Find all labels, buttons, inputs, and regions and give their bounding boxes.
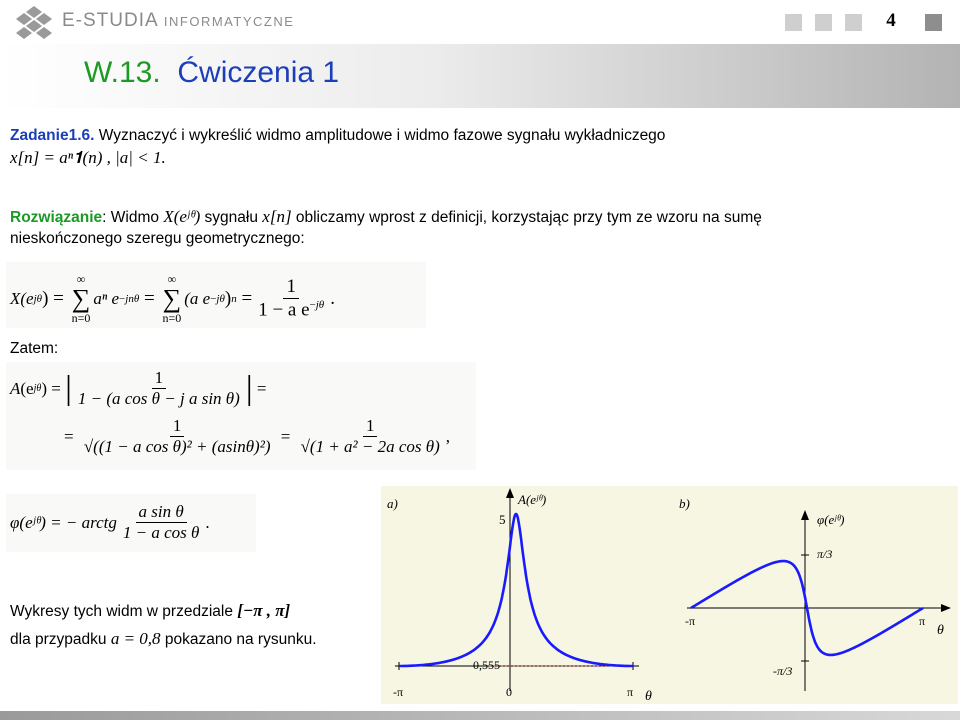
eq2-den1: 1 − (a cos θ − j a sin θ) <box>77 389 240 408</box>
equation-3: φ(eʲᶿ) = − arctg $\frac{\text{a sin θ}}{\text{1 − a cos θ}}$ . <box>6 494 256 552</box>
eq2-num2: 1 <box>170 416 185 437</box>
eq1-num: 1 <box>283 276 299 299</box>
solution-text <box>10 206 950 249</box>
eq1-sum1-bot: n=0 <box>71 311 91 325</box>
eq2-num3: 1 <box>363 416 378 437</box>
solution-t2: sygnału <box>200 209 263 226</box>
a-y-tick-0555: 0,555 <box>473 658 500 672</box>
eq1-sum2-bot: n=0 <box>162 311 182 325</box>
eq3-num: a sin θ <box>136 502 187 523</box>
nav-square-1[interactable] <box>785 14 802 31</box>
b-x-tick-neg: -π <box>685 614 696 628</box>
plots-line1: Wykresy tych widm w przedziale <box>10 603 238 620</box>
title-main: Ćwiczenia 1 <box>177 56 340 89</box>
a-x-tick-neg: -π <box>393 685 404 699</box>
solution-t1: : Widmo <box>102 209 164 226</box>
slide-title <box>84 56 339 90</box>
brand-main: E-STUDIA <box>62 10 158 31</box>
plots-interval: [−π , π] <box>237 601 291 620</box>
brand-name <box>62 10 294 32</box>
equation-2: A (e jθ ) = | $\frac{1}{\text{1 − (a cos θ − j a sin θ)}}$ | = = $\frac{1}{\text{√((1 − a cos θ)² + (asinθ)²)}}$ = $\frac{1}{\text{√(1 + a² − 2a cos θ)}}$ , <box>6 362 476 470</box>
a-y-label: A(eʲᶿ) <box>518 492 547 507</box>
eq3-den: 1 − a cos θ <box>122 523 200 542</box>
solution-t3: obliczamy wprost z definicji, korzystając przy tym ze wzoru na sumę <box>291 209 762 226</box>
eq3-frac <box>120 502 202 543</box>
figure-background <box>381 486 958 704</box>
eq1-term1: aⁿ e <box>93 289 120 308</box>
eq1-sum2-top: ∞ <box>167 272 177 286</box>
bottom-bar <box>0 711 960 720</box>
eq2-den3: √(1 + a² − 2a cos θ) <box>300 437 440 456</box>
eq1-frac: $\frac{1}{1 - a e^{-j\theta}}$ <box>258 276 325 321</box>
panel-a-label: a) <box>387 496 398 511</box>
panel-b-label: b) <box>679 496 690 511</box>
solution-label: Rozwiązanie <box>10 209 103 226</box>
eq1-term2: (a e <box>184 289 211 308</box>
equation-1: X(e jθ ) = ∞ ∑ n=0 aⁿ e −jnθ = ∞ ∑ n=0 (a e −jθ ) n = $\frac{1}{1 - a e^{-j\theta}}$ . <box>6 262 426 328</box>
nav-square-2[interactable] <box>815 14 832 31</box>
brand-sub: INFORMATYCZNE <box>163 14 295 29</box>
eq2-frac3 <box>298 416 443 457</box>
zatem-text: Zatem: <box>10 340 59 357</box>
task-text: Wyznaczyć i wykreślić widmo amplitudowe i widmo fazowe sygnału wykładniczego <box>94 127 666 144</box>
b-y-tick-neg: -π/3 <box>773 664 793 678</box>
eq1-sum1: ∞ ∑ n=0 <box>71 272 91 325</box>
solution-line2: nieskończonego szeregu geometrycznego: <box>10 230 305 247</box>
a-x-tick-pos: π <box>627 685 634 699</box>
spectrum-figure <box>381 486 958 704</box>
eq1-sum1-top: ∞ <box>76 272 86 286</box>
solution-xn: x[n] <box>262 207 292 226</box>
nav-square-3[interactable] <box>845 14 862 31</box>
plots-case: a = 0,8 <box>110 629 161 648</box>
eq2-den2: √((1 − a cos θ)² + (asinθ)²) <box>83 437 271 456</box>
nav-square-4[interactable] <box>925 14 942 31</box>
a-y-tick-5: 5 <box>499 512 506 527</box>
a-x-tick-0: 0 <box>506 685 512 699</box>
eq3-lhs: φ(eʲᶿ) = − arctg <box>10 512 117 532</box>
page-number: 4 <box>886 10 896 31</box>
b-y-tick-pos: π/3 <box>817 547 833 561</box>
e-studia-logo-icon <box>12 4 56 40</box>
plots-line2: dla przypadku <box>10 631 111 648</box>
task-label: Zadanie1.6. <box>10 127 95 144</box>
plots-text-line1 <box>10 600 290 622</box>
eq2-frac1 <box>75 368 243 409</box>
title-prefix: W.13. <box>84 56 161 89</box>
eq1-den: 1 − a e <box>258 299 310 321</box>
plots-text-line2 <box>10 628 317 650</box>
task-statement <box>10 125 940 146</box>
b-y-label: φ(eʲᶿ) <box>817 512 845 527</box>
b-x-label: θ <box>937 623 944 638</box>
a-x-label: θ <box>645 689 652 704</box>
eq2-num1: 1 <box>152 368 167 389</box>
plots-line2b: pokazano na rysunku. <box>160 631 317 648</box>
eq1-sum2: ∞ ∑ n=0 <box>162 272 182 325</box>
eq2-frac2 <box>81 416 274 457</box>
task-formula: x[n] = aⁿ𝟏(n) , |a| < 1. <box>10 148 166 167</box>
solution-X: X(eʲᶿ) <box>163 207 201 226</box>
eq1-lhs: X(e <box>10 289 34 308</box>
b-x-tick-pos: π <box>919 614 926 628</box>
